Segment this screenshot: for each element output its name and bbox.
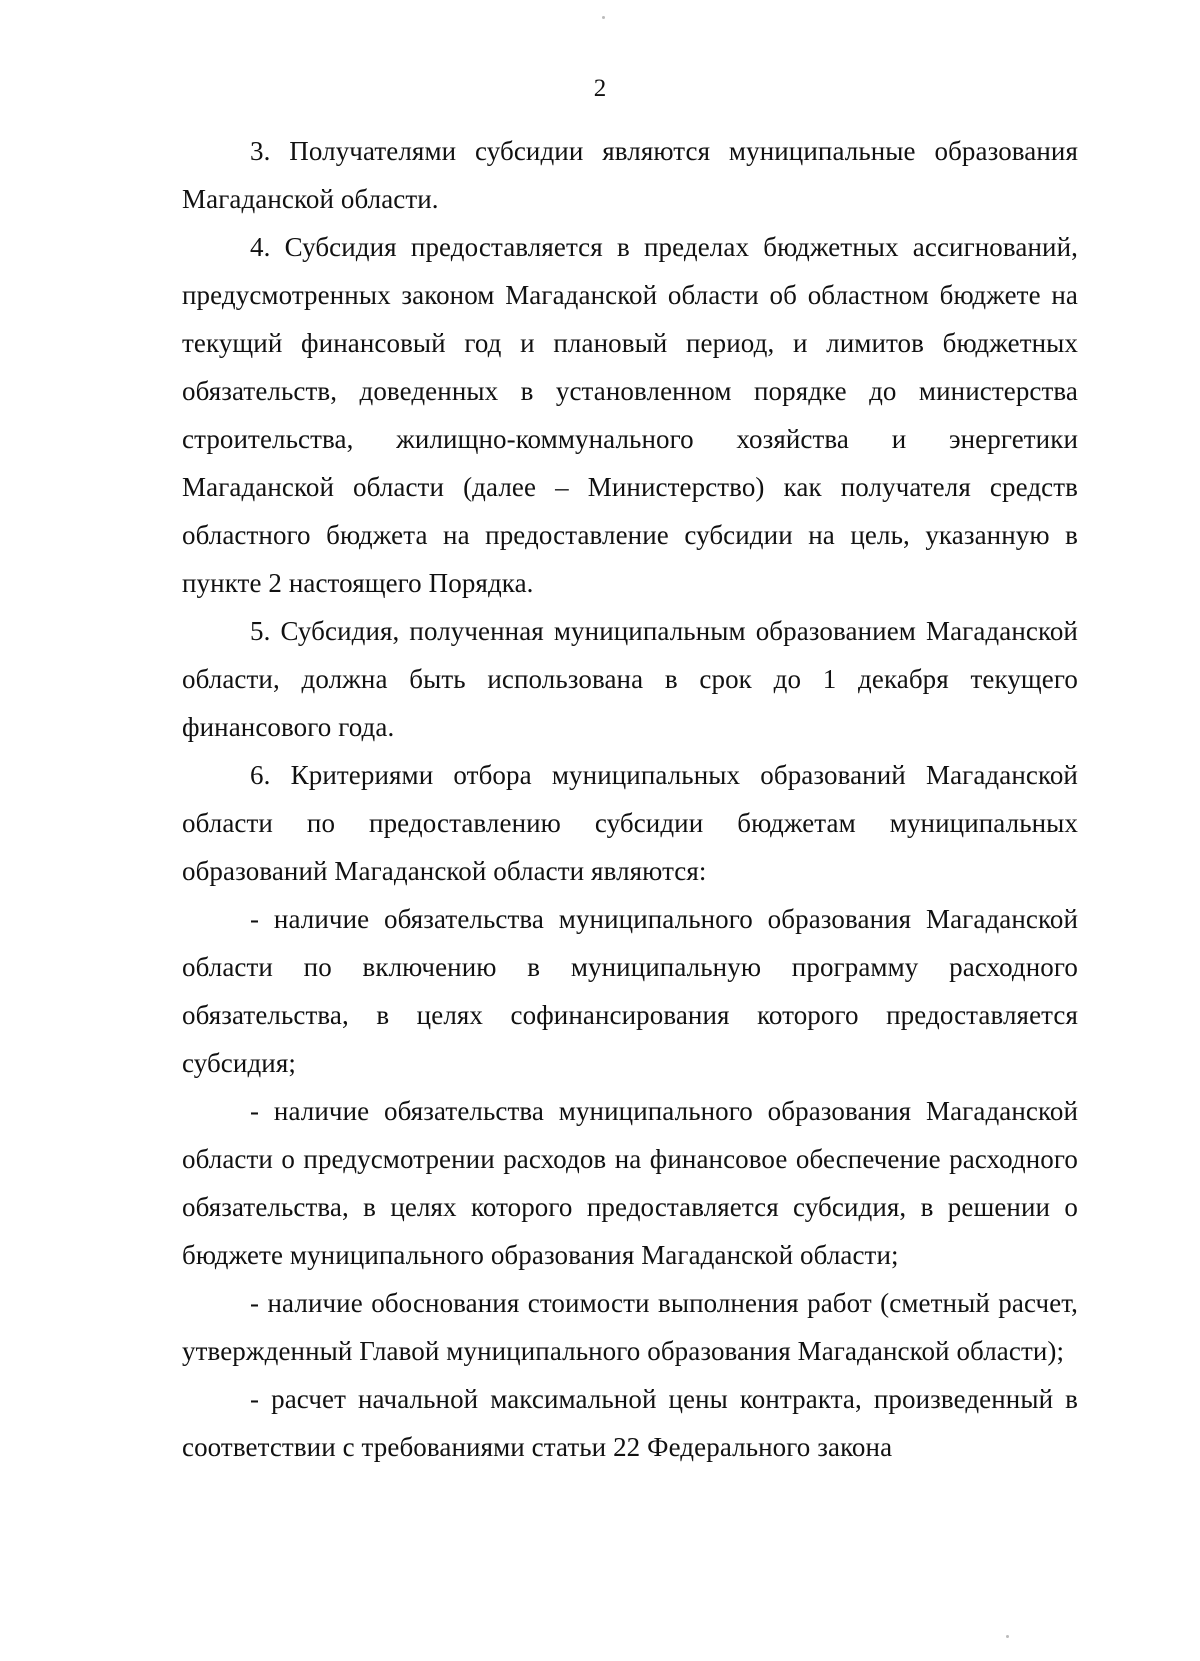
paragraph-3: 3. Получателями субсидии являются муниципальные образования Магаданской области. <box>182 136 1078 214</box>
scan-dust-mark <box>602 16 605 19</box>
criteria-item-3: - наличие обоснования стоимости выполнения работ (сметный расчет, утвержденный Главой муниципального образования Магаданской области); <box>182 1288 1078 1366</box>
paragraph-4: 4. Субсидия предоставляется в пределах бюджетных ассигнований, предусмотренных законом Магаданской области об областном бюджете на текущий финансовый год и плановый период, и лимитов бюджетных обязательств, доведенных в установленном порядке до министерства строительства, жилищно-коммунального хозяйства и энергетики Магаданской области (далее – Министерство) как получателя средств областного бюджета на предоставление субсидии на цель, указанную в пункте 2 настоящего Порядка. <box>182 232 1078 598</box>
paragraph-5: 5. Субсидия, полученная муниципальным образованием Магаданской области, должна быть использована в срок до 1 декабря текущего финансового года. <box>182 616 1078 742</box>
document-body <box>182 127 1078 1471</box>
criteria-item-2: - наличие обязательства муниципального образования Магаданской области о предусмотрении расходов на финансовое обеспечение расходного обязательства, в целях которого предоставляется субсидия, в решении о бюджете муниципального образования Магаданской области; <box>182 1096 1078 1270</box>
scan-dust-mark <box>1006 1635 1009 1638</box>
criteria-item-1: - наличие обязательства муниципального образования Магаданской области по включению в муниципальную программу расходного обязательства, в целях софинансирования которого предоставляется субсидия; <box>182 904 1078 1078</box>
criteria-item-4: - расчет начальной максимальной цены контракта, произведенный в соответствии с требованиями статьи 22 Федерального закона <box>182 1384 1078 1462</box>
paragraph-6: 6. Критериями отбора муниципальных образований Магаданской области по предоставлению субсидии бюджетам муниципальных образований Магаданской области являются: <box>182 760 1078 886</box>
page-number: 2 <box>593 75 607 102</box>
